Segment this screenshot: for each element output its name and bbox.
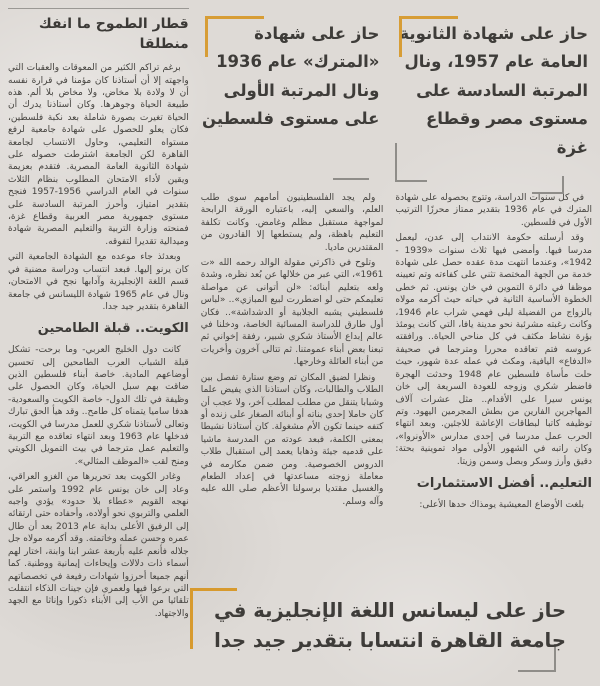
rule-gray-icon bbox=[8, 8, 189, 9]
paragraph: وبعدئذ جاء موعده مع الشهادة الجامعية التي كان يرنو إليها. فبعد انتساب ودراسة مضنية في قسم اللغة الإنجليزية وآدابها نجح في الامتحان، ونال في عام 1965 شهادة الليسانس في جامعة القاهرة بتقدير جيد جدا. bbox=[8, 252, 189, 312]
paragraph: كانت دول الخليج العربي- وما برحت- تشكل قبلة الشباب العرب الطامحين إلى تحسين أوضاعهم المادية. خاصة أبناء فلسطين الذين ضاقت بهم سبل الحياة، وكان الحصول على وظيفة في تلك الدول- خاصة الكويت والسعودية- هدفا ساميا يتمناه كل طامح.. وقد هيأ الحق تبارك وتعالى لأستاذنا شكري للعمل مدرسا في الكويت، فدخلها عام 1963 وبعد انتهاء تعاقده مع التربية والتعليم عمل مترجما في بيت التمويل الكويتي ومنح لقب «الموظف المثالي». bbox=[8, 345, 189, 467]
paragraph: ونظرا لضيق المكان تم وضع ستارة تفصل بين الطلاب والطالبات، وكان استاذنا الذي يفيض علما وشبابا يتنقل من مطلب لمطلب آخر، ولا عجب أن كان حاملا إحدى بناته أو أبنائه الصغار على زنده أو كتفه حينما تكون الأم مشغولة. كان أستاذنا نشيطا بمعنى الكلمة، فبعد عودته من المدرسة ماشيا على قدميه جيئة وذهابا يعمد إلى استقبال طلاب الدروس الخصوصية. ومن ضمن مكارمه في معاملة زوجته مساعدتها في إعداد الطعام والغسيل مقتديا برسولنا الأعظم صلى الله عليه وآله وسلم. bbox=[200, 372, 384, 507]
headline-middle: حاز على شهادة «المترك» عام 1936 ونال المرتبة الأولى على مستوى فلسطين bbox=[202, 24, 380, 129]
paragraph: في كل سنوات الدراسة، وتتوج بحصوله على شهادة المترك في عام 1936 بتقدير ممتاز محرزًا الترتيب الأول في فلسطين. bbox=[395, 193, 592, 228]
paragraph: بلغت الأوضاع المعيشية يومذاك حدها الأعلى: bbox=[419, 499, 584, 510]
subheading-kuwait: الكويت.. قبلة الطامحين bbox=[37, 321, 189, 337]
column-left bbox=[8, 6, 189, 680]
headline-right: حاز على شهادة الثانوية العامة عام 1957، ونال المرتبة السادسة على مستوى مصر وقطاع غزة bbox=[399, 24, 588, 157]
headline-left: قطار الطموح ما انفك منطلقا bbox=[38, 16, 189, 52]
corner-bracket-orange-icon bbox=[205, 16, 264, 57]
headline-block-right bbox=[395, 6, 592, 178]
paragraph: برغم تراكم الكثير من المعوقات والعقبات التي واجهته إلا أن أستاذنا كان مؤمنا في قرارة نفسه أن لا ولادة بلا مخاض، ولا مخاض بلا ألم. هذه طبيعة الحياة وجوهرها. وكان أستاذنا يدرك أن الحياة تغيرت بصورة شاملة بعد نكبة فلسطين، فكان يعلو للحصول على شهادة جامعية لرفع مستواه التعليمي، وحاول الانتساب لجامعة القاهرة لكن الجامعة اشترطت حصوله على شهادة الثانوية العامة المصرية. فتقدم بعزيمة ويقين لأداء الامتحان المطلوب بنظام الثلاث سنوات في العام الدراسي 1956-1957 فنجح بتقدير امتياز، وأحرز المرتبة السادسة على مستوى جمهورية مصر العربية وقطاع غزة، فمنحته وزارة التربية والتعليم المصرية شهادة وميدالية تقديرا لتفوقه. bbox=[8, 63, 189, 247]
banner-headline: حاز على ليسانس اللغة الإنجليزية في جامعة القاهرة انتسابا بتقدير جيد جدا bbox=[213, 599, 567, 653]
body-right-after-subhead bbox=[395, 499, 592, 511]
column-right bbox=[395, 6, 592, 680]
corner-bracket-orange-icon bbox=[399, 16, 458, 57]
corner-bracket-gray-icon bbox=[532, 176, 564, 194]
body-left bbox=[8, 62, 189, 313]
headline-block-middle bbox=[201, 6, 384, 178]
paragraph: وغادر الكويت بعد تحريرها من الغزو العراقي، وعاد إلى خان يونس عام 1992 واستمر على نهجه القويم «عطاء بلا حدود» يؤدي واجبه العلمي والتربوي نحو أولاده، وأحفاده حتى ارتقائه إلى الرفيق الأعلى بداية عام 2013 بعد أن طال عمره وحسن عمله وخاتمته. وقد أكرمه مولاه جل جلاله فأنعم عليه بأربعة عشر ابنا وابنة، اختار لهم أسماء ذات دلالات وإيحاءات إيمانية ووطنية. كما أنهم جميعا أحرزوا شهادات رفيعة في تخصصاتهم التي برعوا فيها ولعمري فإن جينات الذكاء انتقلت تلقائيا من الأب إلى الأبناء ذكورا وإناثا مع الجهد والاجتهاد. bbox=[8, 472, 189, 619]
paragraph: وقد أرسلته حكومة الانتداب إلى عدن، ليعمل مدرسا فيها. وأمضى فيها ثلاث سنوات «1939 - 1942»، وعندما انتهت مدة عقده حصل على شهادة خدمة من الجهة المختصة تثني على كفاءته وتم تعيينه موظفا في دائرة التموين في خان يونس. ثم خطى الخطوة الأساسية الثانية في حياته حيث أكرمه مولاه بالزواج من الفضيلة ليلى فهمي شراب عام 1946، وكانت رغبته مشرئبة نحو مدينة يافا، التي كانت يومئذ بؤرة نشاط مكثف في كل مناحي الحياة.. ورافقته عروسه فتم تعاقده محررا ومترجما في صحيفة «الدفاع» اليافية، ومكث في عمله عدة شهور، حيث حلت مأساة فلسطين عام 1948 وحدثت الهجرة فاضطر شكري وزوجه للعودة السريعة إلى خان يونس سيرا على الأقدام.. مثل عشرات آلاف المهاجرين الفارين من بطش المجرمين اليهود. وتم توظيفه كاتبا لبطاقات الإعاشة للاجئين. وبعد انتهاء الحرب عمل مدرسا في إحدى مدارس «الأونروا»، وكان راتبه في الشهور الأولى مواد تموينية بحتة: دقيق وأرز وسكر وبصل وسمن وزيتا. bbox=[395, 233, 592, 467]
bottom-banner bbox=[190, 588, 592, 672]
subheading-education: التعليم.. أفضل الاستثمارات bbox=[416, 475, 592, 491]
rule-gray-icon bbox=[333, 178, 369, 180]
body-left-after-subhead bbox=[8, 344, 189, 620]
paragraph: ولم يجد الفلسطينيون أمامهم سوى طلب العلم، والسعي إليه، باعتباره الورقة الرابحة لمواجهة مستقبل مظلم وغامض. وكانت تكلفة التعليم باهظة، ولم يستطعها إلا القادرون من المقتدرين ماديا. bbox=[200, 193, 384, 253]
corner-bracket-gray-icon bbox=[395, 143, 427, 182]
paragraph: وتلوح في ذاكرتي مقولة الوالد رحمه الله «ت 1961»، التي عبر من خلالها عن بُعد نظره، وشدة ولعه بتعليم أبنائه: «لن أتوانى عن مواصلة تعليمكم حتى لو اضطررت لبيع المبازي».. «لباس فلسطيني يشبه الجلابية أو الدشداشة».. فكان أول طارق للدراسة المسائية الخاصة، ودخلنا في عالم إبداع الأستاذ شكري شبير، رفقة إخواني ثم تبعنا بعض أبناء عمومتنا. ثم تتالى آخرون وأخريات من أبناء العائلة وخارجها. bbox=[200, 258, 384, 368]
body-middle bbox=[201, 192, 384, 508]
body-right bbox=[395, 192, 592, 468]
column-middle bbox=[201, 6, 384, 680]
